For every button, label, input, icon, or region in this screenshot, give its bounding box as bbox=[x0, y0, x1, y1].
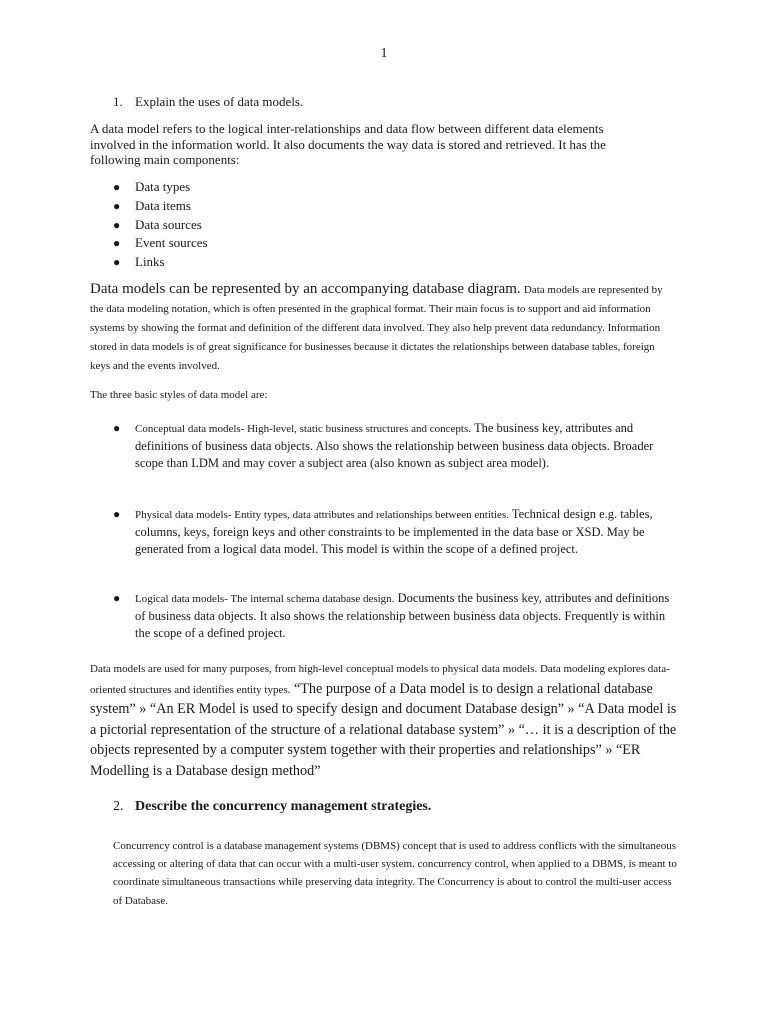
question-1 bbox=[113, 94, 303, 110]
bullet-icon: ● bbox=[113, 180, 121, 194]
intro-paragraph: A data model refers to the logical inter-relationships and data flow between different data elements involved in the information world. It also documents the way data is stored and retrieved. It has the following main components: bbox=[90, 121, 606, 167]
representation-body: Data models are represented by the data modeling notation, which is often presented in the graphical format. Their main focus is to support and aid information systems by showing the format and definition of the different data involved. They also help prevent data redundancy. Information stored in data models is of great significance for businesses because it dictates the relationships between database tables, foreign keys and the events involved. bbox=[90, 284, 663, 372]
style-body: Documents the business key, attributes and definitions of business data objects. It also shows the relationship between business data objects. Frequently is within the scope of a defined project. bbox=[135, 591, 670, 640]
style-item-logical bbox=[113, 590, 678, 642]
list-item-label: Data types bbox=[135, 179, 191, 194]
uses-lead: Data models are used for many purposes, from high-level conceptual models to physical data models. Data modeling explores data-oriented structures and identifies entity types. bbox=[90, 663, 670, 696]
bullet-icon: ● bbox=[113, 198, 121, 213]
concurrency-paragraph: Concurrency control is a database management systems (DBMS) concept that is used to address conflicts with the simultaneous accessing or altering of data that can occur with a multi-user system. concurrency control, when applied to a DBMS, is meant to coordinate simultaneous transactions while preserving data integrity. The Concurrency is about to control the multi-user access of Database. bbox=[113, 840, 677, 907]
bullet-icon: ● bbox=[113, 421, 121, 435]
question-1-number: 1. bbox=[113, 94, 123, 109]
style-lead: Logical data models- The internal schema database design. bbox=[135, 593, 395, 605]
question-2-number: 2. bbox=[113, 799, 124, 814]
bullet-icon: ● bbox=[113, 236, 121, 251]
style-item-conceptual bbox=[113, 420, 678, 472]
question-2 bbox=[113, 799, 431, 815]
question-1-text: Explain the uses of data models. bbox=[135, 94, 304, 109]
list-item bbox=[113, 178, 208, 197]
bullet-icon: ● bbox=[113, 591, 121, 605]
style-body: The business key, attributes and definitions of business data objects. Also shows the relationship between business data objects. Broader scope than LDM and may cover a subject area (also known as subject area model). bbox=[135, 421, 654, 470]
list-item bbox=[113, 234, 208, 253]
list-item-label: Links bbox=[135, 254, 165, 270]
list-item-label: Data sources bbox=[135, 216, 202, 232]
question-2-text: Describe the concurrency management strategies. bbox=[135, 799, 432, 814]
uses-quotes: “The purpose of a Data model is to design a relational database system” » “An ER Model is used to specify design and document Database design” » “A Data model is a pictorial representation of the structure of a relational database system” » “… it is a description of the objects represented by a computer system together with their properties and relationships” » “ER Modelling is a Database design method” bbox=[90, 680, 677, 779]
bullet-icon: ● bbox=[113, 507, 121, 521]
list-item-label: Event sources bbox=[135, 235, 208, 251]
representation-lead: Data models can be represented by an accompanying database diagram. bbox=[90, 281, 521, 297]
style-item-physical bbox=[113, 506, 678, 558]
style-body: Technical design e.g. tables, columns, keys, foreign keys and other constraints to be implemented in the data base or XSD. May be generated from a logical data model. This model is within the scope of a defined project. bbox=[135, 507, 653, 556]
list-item-label: Data items bbox=[135, 197, 191, 213]
bullet-icon: ● bbox=[113, 255, 121, 270]
list-item bbox=[113, 253, 208, 272]
style-lead: Physical data models- Entity types, data attributes and relationships between entities. bbox=[135, 509, 509, 521]
uses-paragraph bbox=[90, 658, 680, 781]
bullet-icon: ● bbox=[113, 217, 121, 232]
page-number: 1 bbox=[380, 46, 388, 61]
list-item bbox=[113, 216, 208, 235]
style-lead: Conceptual data models- High-level, static business structures and concepts. bbox=[135, 423, 472, 435]
list-item bbox=[113, 197, 208, 216]
styles-intro: The three basic styles of data model are: bbox=[90, 389, 268, 401]
components-list bbox=[113, 178, 208, 272]
representation-paragraph bbox=[90, 280, 670, 375]
